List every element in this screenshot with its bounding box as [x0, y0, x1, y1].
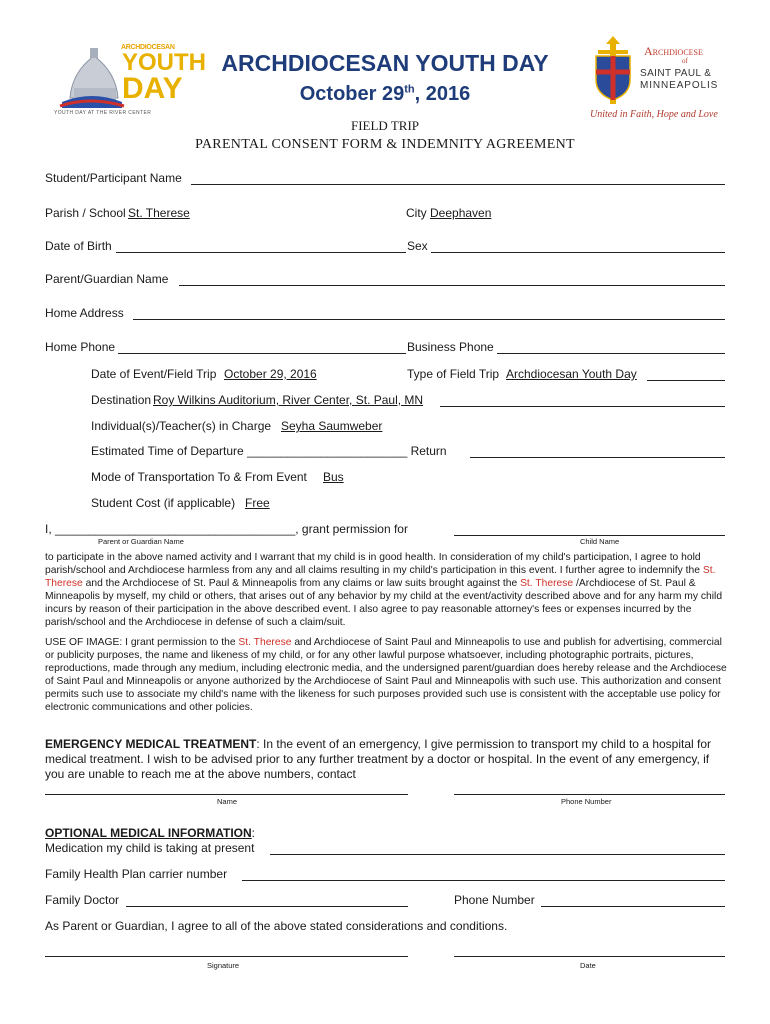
event-date-label: Date of Event/Field Trip — [91, 367, 217, 381]
city-label: City — [406, 206, 427, 220]
home-address-label: Home Address — [45, 306, 124, 320]
parish-name-1: St. Therese — [45, 565, 716, 589]
permission-line: I, ____________________________________, grant permission for — [45, 522, 408, 536]
archdiocese-crest-icon — [588, 36, 638, 106]
archdiocese-logo-line1: Archdiocese — [644, 44, 703, 58]
home-address-field[interactable] — [133, 319, 725, 320]
page-title: ARCHDIOCESAN YOUTH DAY — [221, 50, 549, 76]
doctor-phone-label: Phone Number — [454, 893, 535, 907]
trip-type-line-extension — [647, 380, 725, 381]
indemnity-text-2: and the Archdiocese of St. Paul & Minneapolis from any claims or law suits brought against the — [82, 578, 521, 589]
teacher-field[interactable]: Seyha Saumweber — [281, 419, 383, 433]
emergency-paragraph — [45, 737, 727, 782]
emergency-title: EMERGENCY MEDICAL TREATMENT — [45, 737, 257, 751]
dob-field[interactable] — [116, 252, 406, 253]
trip-type-label: Type of Field Trip — [407, 367, 500, 381]
dob-label: Date of Birth — [45, 239, 112, 253]
sex-field[interactable] — [431, 252, 725, 253]
health-plan-label: Family Health Plan carrier number — [45, 867, 228, 881]
emergency-name-caption: Name — [217, 797, 238, 806]
business-phone-field[interactable] — [497, 353, 725, 354]
indemnity-text-1: to participate in the above named activity and I warrant that my child is in good health. In consideration of my child's participation, I agree to hold parish/school and Archdiocese harmless from any and all claims resulting in my child's participation in this event. I further agree to indemnify the — [45, 552, 703, 576]
emergency-contact-phone-field[interactable] — [454, 794, 725, 795]
optional-medical-title: OPTIONAL MEDICAL INFORMATION — [45, 826, 252, 840]
family-doctor-field[interactable] — [126, 906, 408, 907]
optional-medical-colon: : — [251, 826, 256, 840]
child-name-caption: Child Name — [580, 537, 620, 546]
home-phone-field[interactable] — [118, 353, 406, 354]
form-heading: PARENTAL CONSENT FORM & INDEMNITY AGREEMENT — [195, 137, 575, 152]
date-caption: Date — [580, 961, 596, 970]
teacher-label: Individual(s)/Teacher(s) in Charge — [91, 419, 272, 433]
sex-label: Sex — [407, 239, 428, 253]
destination-label: Destination — [91, 393, 152, 407]
parish-label: Parish / School — [45, 206, 126, 220]
optional-medical-heading — [45, 826, 255, 841]
emergency-text: : In the event of an emergency, I give permission to transport my child to a hospital for medical treatment. I wish to be advised prior to any further treatment by a doctor or hospital. In the event of any emergency, if you are unable to reach me at the above numbers, contact — [45, 737, 712, 781]
transport-label: Mode of Transportation To & From Event — [91, 470, 307, 484]
city-field[interactable]: Deephaven — [430, 206, 492, 220]
archdiocese-logo-line3: SAINT PAUL & — [640, 68, 712, 79]
youth-day-logo-line1: ARCHDIOCESAN — [121, 44, 175, 51]
health-plan-field[interactable] — [242, 880, 725, 881]
guardian-name-field[interactable] — [179, 285, 725, 286]
return-field[interactable] — [470, 457, 725, 458]
guardian-name-caption: Parent or Guardian Name — [98, 537, 184, 546]
image-use-text-2: and Archdiocese of Saint Paul and Minneapolis to use and publish for advertising, commercial or publicity purposes, the name and likeness of my child, or for any other lawful purpose whatsoever, including photographic portraits, pictures, reproductions, made through any medium, including electronic media, and the undersigned parent/guardian does hereby release and the Archdiocese of Saint Paul and Minneapolis or anyone authorized by the Archdiocese of Saint Paul and Minneapolis with such use. This authorization and consent permits such use to associate my child's name with the likeness for such purposes provided such use is consistent with the acceptable use policy for electronic communications and other policies. — [45, 637, 727, 713]
student-name-label: Student/Participant Name — [45, 171, 182, 185]
cost-field[interactable]: Free — [245, 496, 270, 510]
business-phone-label: Business Phone — [407, 340, 494, 354]
child-name-field[interactable] — [454, 535, 725, 536]
destination-field[interactable]: Roy Wilkins Auditorium, River Center, St. Paul, MN — [153, 393, 424, 407]
event-date-field[interactable]: October 29, 2016 — [224, 367, 317, 381]
event-date-year: , 2016 — [414, 83, 471, 105]
trip-type-field[interactable]: Archdiocesan Youth Day — [506, 367, 637, 381]
youth-day-logo-caption: YOUTH DAY AT THE RIVER CENTER — [54, 110, 152, 116]
form-subtitle: FIELD TRIP — [350, 118, 419, 133]
departure-return-label: Estimated Time of Departure ________________________ Return — [91, 444, 447, 458]
archdiocese-tagline: United in Faith, Hope and Love — [590, 109, 718, 120]
student-name-field[interactable] — [191, 184, 725, 185]
image-use-paragraph — [45, 636, 727, 714]
event-date — [220, 83, 550, 106]
parish-name-2: St. Therese — [520, 578, 574, 589]
parish-name-3: St. Therese — [238, 637, 292, 648]
guardian-name-label: Parent/Guardian Name — [45, 272, 169, 286]
youth-day-logo-line2: YOUTH — [122, 49, 206, 76]
family-doctor-label: Family Doctor — [45, 893, 120, 907]
archdiocese-logo-line2: of — [682, 57, 688, 65]
emergency-contact-name-field[interactable] — [45, 794, 408, 795]
indemnity-text-3: /Archdiocese of St. Paul & Minneapolis by myself, my child or others, that arises out of any behavior by my child at the event/activity described above and for any harm my child incurs by reason of their participation in the above described event. I also agree to pay reasonable attorney's fees or expenses incurred by the parish/school and the Archdiocese in defense of such a claim/suit. — [45, 578, 723, 628]
agreement-statement: As Parent or Guardian, I agree to all of the above stated considerations and conditions. — [45, 919, 508, 933]
parish-field[interactable]: St. Therese — [128, 206, 190, 220]
medication-label: Medication my child is taking at present — [45, 841, 255, 855]
emergency-phone-caption: Phone Number — [561, 797, 612, 806]
event-date-main: October 29 — [299, 83, 405, 105]
image-use-text-1: USE OF IMAGE: I grant permission to the — [45, 637, 239, 648]
youth-day-logo-line3: DAY — [122, 72, 183, 105]
home-phone-label: Home Phone — [45, 340, 116, 354]
indemnity-paragraph — [45, 551, 727, 629]
transport-field[interactable]: Bus — [323, 470, 344, 484]
date-field[interactable] — [454, 956, 725, 957]
signature-caption: Signature — [207, 961, 240, 970]
event-date-sup: th — [404, 83, 415, 96]
doctor-phone-field[interactable] — [541, 906, 725, 907]
medication-field[interactable] — [270, 854, 725, 855]
cost-label: Student Cost (if applicable) — [91, 496, 236, 510]
archdiocese-logo-line4: MINNEAPOLIS — [640, 80, 719, 91]
destination-line-extension — [440, 406, 725, 407]
signature-field[interactable] — [45, 956, 408, 957]
